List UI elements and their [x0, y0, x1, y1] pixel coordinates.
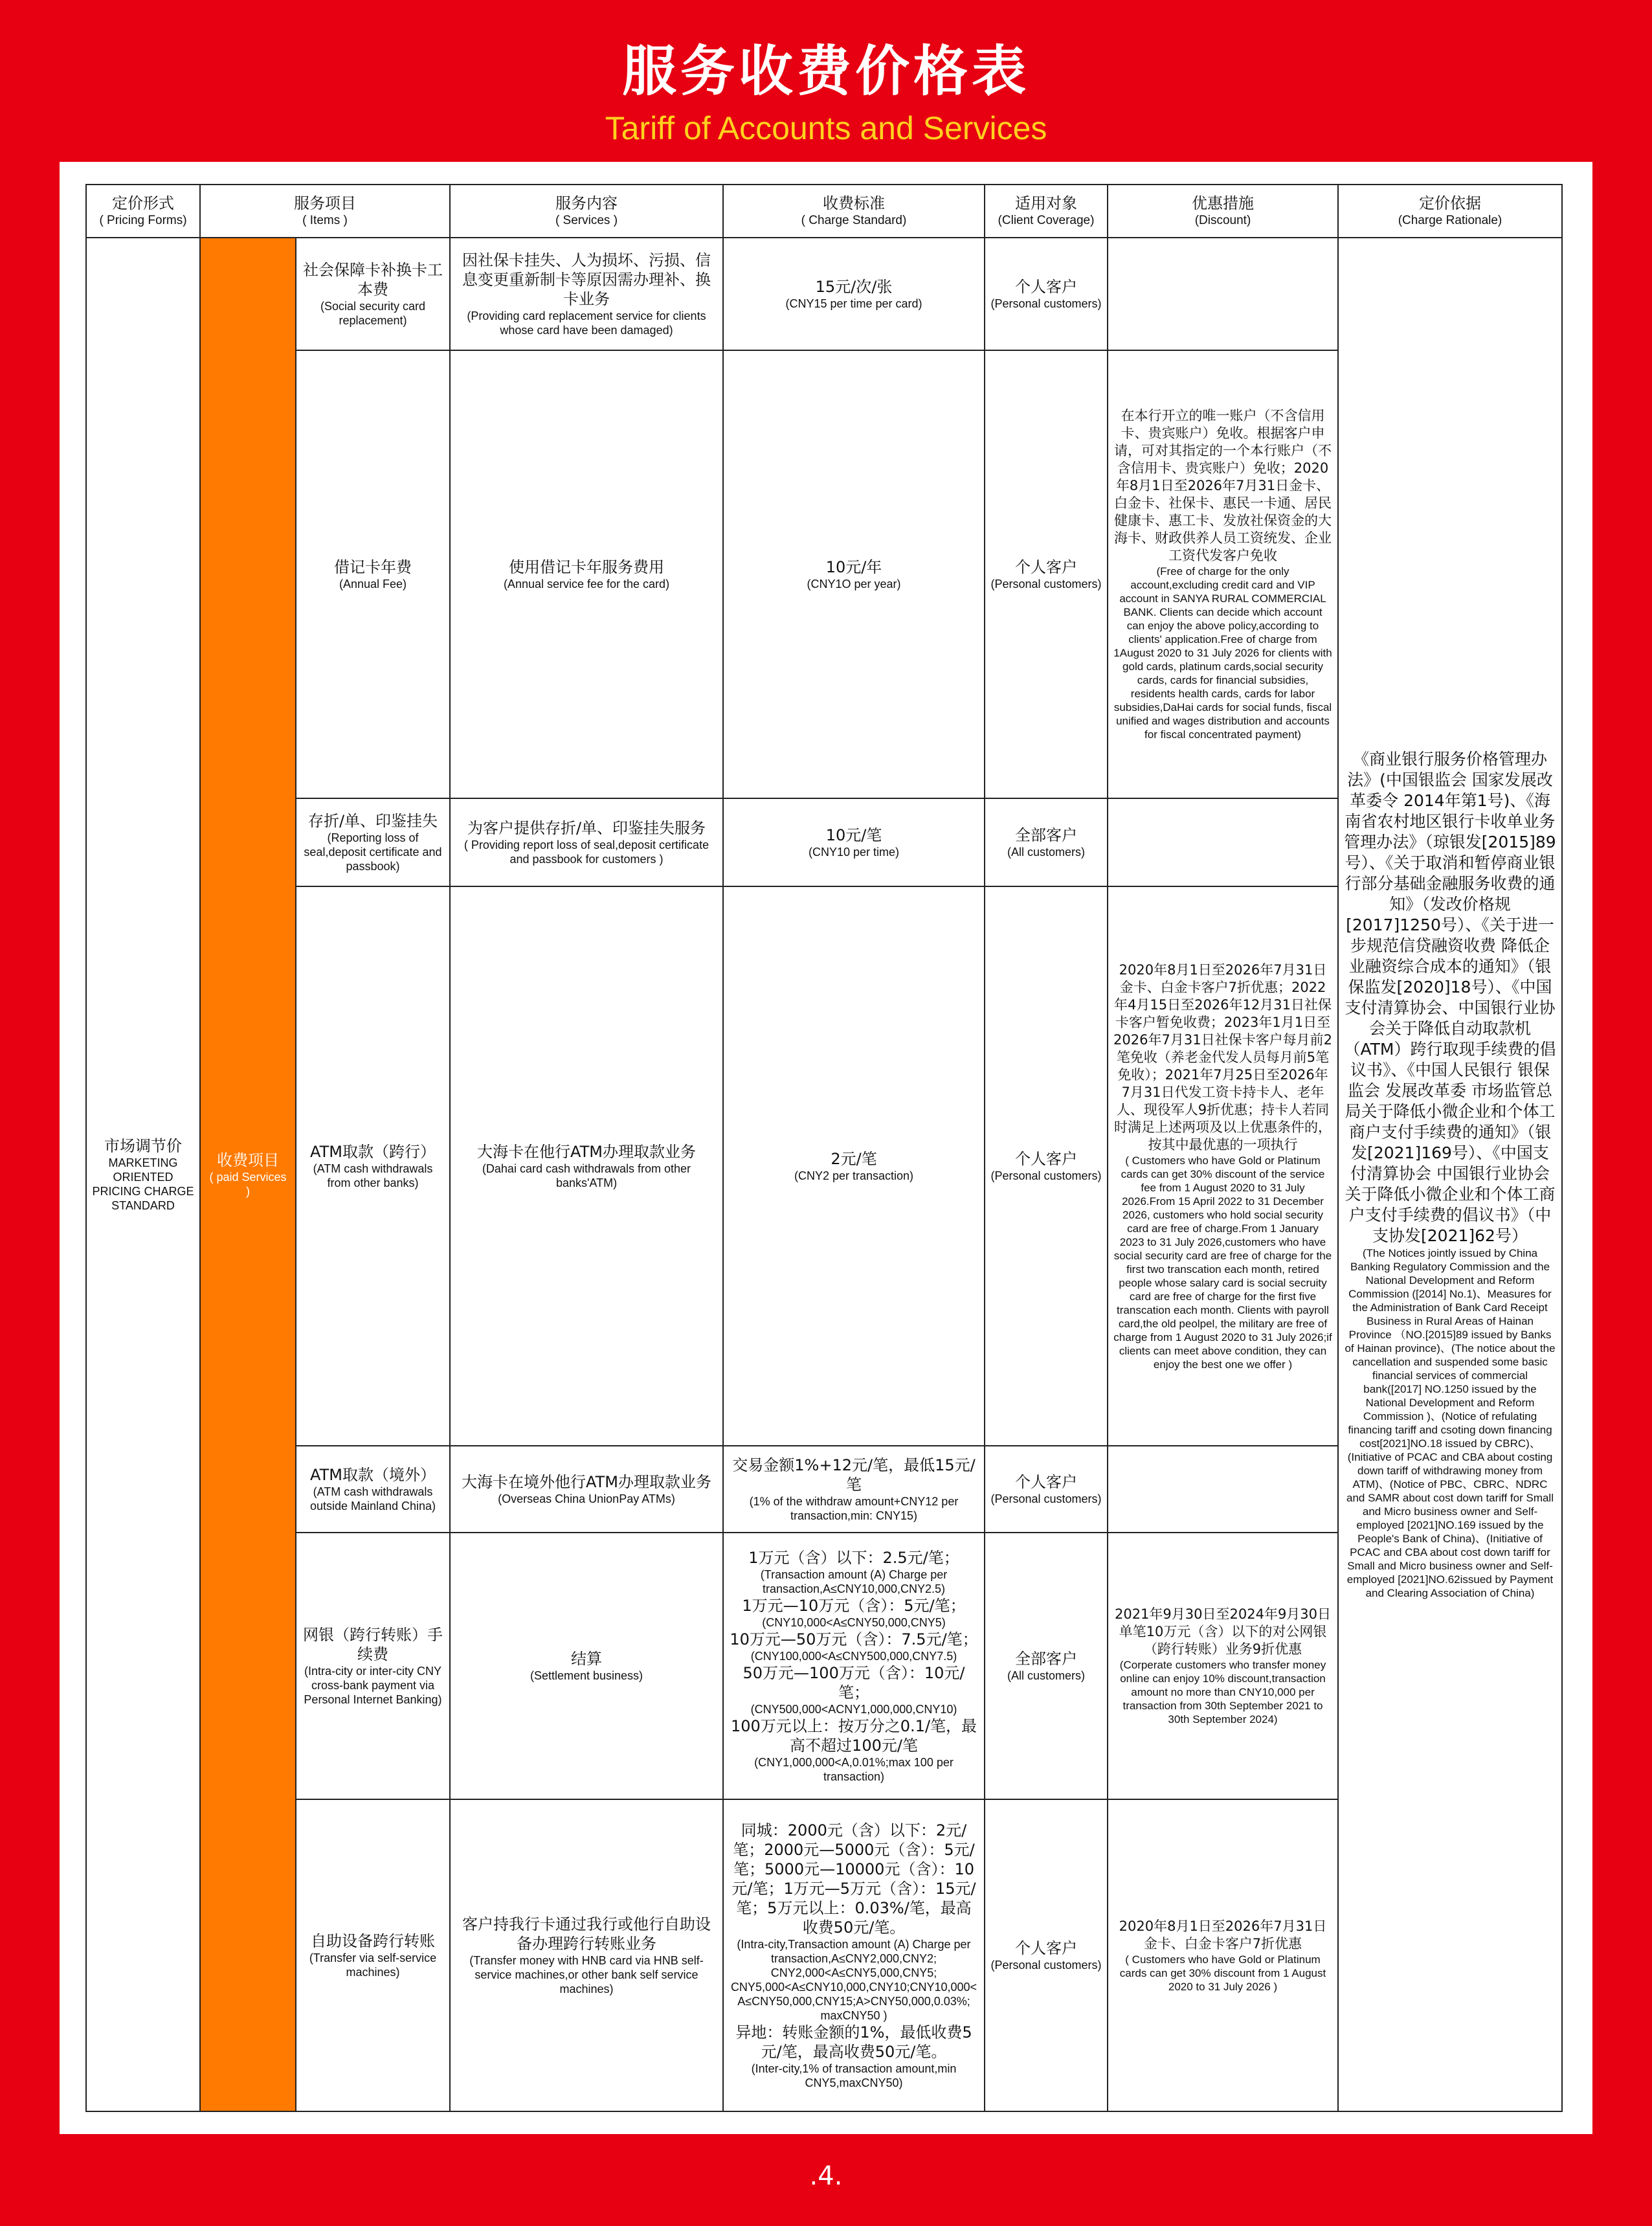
pricing-form-cell: 市场调节价 MARKETING ORIENTED PRICING CHARGE STANDARD [86, 238, 200, 2111]
header-charge-standard: 收费标准 ( Charge Standard) [723, 185, 985, 238]
table-row [86, 238, 1562, 350]
header-row [86, 185, 1562, 238]
discount-cell: 2020年8月1日至2026年7月31日金卡、白金卡客户7折优惠；2022年4月15日至2026年12月31日社保卡客户暂免收费；2023年1月1日至2026年7月31日社保卡客户每月前2笔免收（养老金代发人员每月前5笔免收）；2021年7月25日至2026年7月31日代发工资卡持卡人、老年人、现役军人9折优惠；持卡人若同时满足上述两项及以上优惠条件的，按其中最优惠的一项执行 ( Customers who have Gold or Platinum cards can get 30% discount of the service fee from 1 August 2020 to 31 July 2026.From 15 April 2022 to 31 December 2026, customers who hold social security card are free of charge.From 1 January 2023 to 31 July 2026,customers who have social security card are free of charge for the first two transcation each month, retired people whose salary card is social secruity card are free of charge for the first five transcation each month. Clients with payroll card,the old peolpel, the military are free of charge from 1 August 2020 to 31 July 2026;if clients can meet above condition, they can enjoy the best one we offer ) [1108, 886, 1338, 1446]
discount-cell [1108, 1446, 1338, 1533]
charge-rationale-cell: 《商业银行服务价格管理办法》(中国银监会 国家发展改革委令 2014年第1号)、《海南省农村地区银行卡收单业务管理办法》（琼银发[2015]89号）、《关于取消和暂停商业银行部分基础金融服务收费的通知》（发改价格规[2017]1250号）、《关于进一步规范信贷融资收费 降低企业融资综合成本的通知》（银保监发[2020]18号）、《中国支付清算协会、中国银行业协会关于降低自动取款机（ATM）跨行取现手续费的倡议书》、《中国人民银行 银保监会 发展改革委 市场监管总局关于降低小微企业和个体工商户支付手续费的通知》（银发[2021]169号）、《中国支付清算协会 中国银行业协会关于降低小微企业和个体工商户支付手续费的倡议书》（中支协发[2021]62号） (The Notices jointly issued by China Banking Regulatory Commission and the National Development and Reform Commission ([2014] No.1)、Measures for the Administration of Bank Card Receipt Business in Rural Areas of Hainan Province （NO.[2015]89 issued by Banks of Hainan province)、(The notice about the cancellation and suspended some basic financial services of commercial bank([2017] NO.1250 issued by the National Development and Reform Commission )、(Notice of refulating financing tariff and csoting down financing cost[2021]NO.18 issued by CBRC)、(Initiative of PCAC and CBA about costing down tariff of withdrawing money from ATM)、(Notice of PBC、CBRC、NDRC and SAMR about cost down tariff for Small and Micro business owner and Self-employed [2021]NO.169 issued by the People's Bank of China)、(Initiative of PCAC and CBA about cost down tariff for Small and Micro business owner and Self-employed [2021]NO.62issued by Payment and Clearing Association of China) [1338, 238, 1562, 2111]
page-title: 服务收费价格表 [621, 39, 1030, 103]
charge-cell: 15元/次/张 (CNY15 per time per card) [723, 238, 985, 350]
header-discount: 优惠措施 (Discount) [1108, 185, 1338, 238]
service-cell: 因社保卡挂失、人为损坏、污损、信息变更重新制卡等原因需办理补、换卡业务 (Providing card replacement service for clients whose card have been damaged) [450, 238, 723, 350]
discount-cell [1108, 238, 1338, 350]
page-number: .4. [809, 2161, 843, 2191]
item-cell: ATM取款（境外） (ATM cash withdrawals outside Mainland China) [296, 1446, 450, 1533]
client-cell: 个人客户 (Personal customers) [985, 350, 1108, 798]
paid-services-cell: 收费项目 ( paid Services ) [200, 238, 296, 2111]
item-cell: 自助设备跨行转账 (Transfer via self-service machines) [296, 1799, 450, 2111]
discount-cell: 2021年9月30日至2024年9月30日单笔10万元（含）以下的对公网银（跨行转账）业务9折优惠 (Corperate customers who transfer money online can enjoy 10% discount,transaction amount no more than CNY10,000 per transaction from 30th September 2021 to 30th September 2024) [1108, 1533, 1338, 1799]
header-services: 服务内容 ( Services ) [450, 185, 723, 238]
charge-cell: 10元/年 (CNY1O per year) [723, 350, 985, 798]
header-items: 服务项目 ( Items ) [200, 185, 450, 238]
header-charge-rationale: 定价依据 (Charge Rationale) [1338, 185, 1562, 238]
item-cell: 存折/单、印鉴挂失 (Reporting loss of seal,deposit certificate and passbook) [296, 798, 450, 886]
service-cell: 使用借记卡年服务费用 (Annual service fee for the card) [450, 350, 723, 798]
item-cell: 社会保障卡补换卡工本费 (Social security card replacement) [296, 238, 450, 350]
charge-cell: 2元/笔 (CNY2 per transaction) [723, 886, 985, 1446]
discount-cell: 2020年8月1日至2026年7月31日金卡、白金卡客户7折优惠 ( Customers who have Gold or Platinum cards can get 30% discount from 1 August 2020 to 31 July 2026 ) [1108, 1799, 1338, 2111]
charge-cell: 交易金额1%+12元/笔，最低15元/笔 (1% of the withdraw amount+CNY12 per transaction,min: CNY15) [723, 1446, 985, 1533]
discount-cell: 在本行开立的唯一账户（不含信用卡、贵宾账户）免收。根据客户申请，可对其指定的一个本行账户（不含信用卡、贵宾账户）免收；2020年8月1日至2026年7月31日金卡、白金卡、社保卡、惠民一卡通、居民健康卡、惠工卡、发放社保资金的大海卡、财政供养人员工资统发、企业工资代发客户免收 (Free of charge for the only account,excluding credit card and VIP account in SANYA RURAL COMMERCIAL BANK. Clients can decide which account can enjoy the above policy,according to clients' application.Free of charge from 1August 2020 to 31 July 2026 for clients with gold cards, platinum cards,social security cards, cards for financial subsidies, residents health cards, cards for labor subsidies,DaHai cards for social funds, fiscal unified and wages distribution and accounts for fiscal concentrated payment) [1108, 350, 1338, 798]
charge-cell: 同城：2000元（含）以下：2元/笔；2000元—5000元（含）：5元/笔；5000元—10000元（含）：10元/笔；1万元—5万元（含）：15元/笔；5万元以上：0.03%/笔，最高收费50元/笔。 (Intra-city,Transaction amount (A) Charge per transaction,A≤CNY2,000,CNY2; CNY2,000<A≤CNY5,000,CNY5; CNY5,000<A≤CNY10,000,CNY10;CNY10,000<A≤CNY50,000,CNY15;A>CNY50,000,0.03%; maxCNY50 ) 异地：转账金额的1%，最低收费5元/笔，最高收费50元/笔。 (Inter-city,1% of transaction amount,min CNY5,maxCNY50) [723, 1799, 985, 2111]
service-cell: 大海卡在境外他行ATM办理取款业务 (Overseas China UnionPay ATMs) [450, 1446, 723, 1533]
client-cell: 个人客户 (Personal customers) [985, 1799, 1108, 2111]
item-cell: 网银（跨行转账）手续费 (Intra-city or inter-city CNY cross-bank payment via Personal Internet Banking) [296, 1533, 450, 1799]
charge-cell: 1万元（含）以下：2.5元/笔； (Transaction amount (A) Charge per transaction,A≤CNY10,000,CNY2.5) 1万元—10万元（含）：5元/笔； (CNY10,000<A≤CNY50,000,CNY5) 10万元—50万元（含）：7.5元/笔； (CNY100,000<A≤CNY500,000,CNY7.5) 50万元—100万元（含）：10元/笔； (CNY500,000<ACNY1,000,000,CNY10) 100万元以上：按万分之0.1/笔，最高不超过100元/笔 (CNY1,000,000<A,0.01%;max 100 per transaction) [723, 1533, 985, 1799]
client-cell: 全部客户 (All customers) [985, 798, 1108, 886]
page-subtitle: Tariff of Accounts and Services [605, 110, 1047, 146]
item-cell: ATM取款（跨行） (ATM cash withdrawals from other banks) [296, 886, 450, 1446]
client-cell: 个人客户 (Personal customers) [985, 238, 1108, 350]
client-cell: 个人客户 (Personal customers) [985, 1446, 1108, 1533]
header-pricing-forms: 定价形式 ( Pricing Forms) [86, 185, 200, 238]
charge-cell: 10元/笔 (CNY10 per time) [723, 798, 985, 886]
service-cell: 大海卡在他行ATM办理取款业务 (Dahai card cash withdrawals from other banks'ATM) [450, 886, 723, 1446]
client-cell: 个人客户 (Personal customers) [985, 886, 1108, 1446]
service-cell: 客户持我行卡通过我行或他行自助设备办理跨行转账业务 (Transfer money with HNB card via HNB self-service machines,or other bank self service machines) [450, 1799, 723, 2111]
page-header [0, 0, 1652, 162]
client-cell: 全部客户 (All customers) [985, 1533, 1108, 1799]
tariff-table [85, 184, 1563, 2112]
item-cell: 借记卡年费 (Annual Fee) [296, 350, 450, 798]
service-cell: 为客户提供存折/单、印鉴挂失服务 ( Providing report loss of seal,deposit certificate and passbook for customers ) [450, 798, 723, 886]
content-panel [60, 162, 1592, 2134]
discount-cell [1108, 798, 1338, 886]
service-cell: 结算 (Settlement business) [450, 1533, 723, 1799]
header-client-coverage: 适用对象 (Client Coverage) [985, 185, 1108, 238]
